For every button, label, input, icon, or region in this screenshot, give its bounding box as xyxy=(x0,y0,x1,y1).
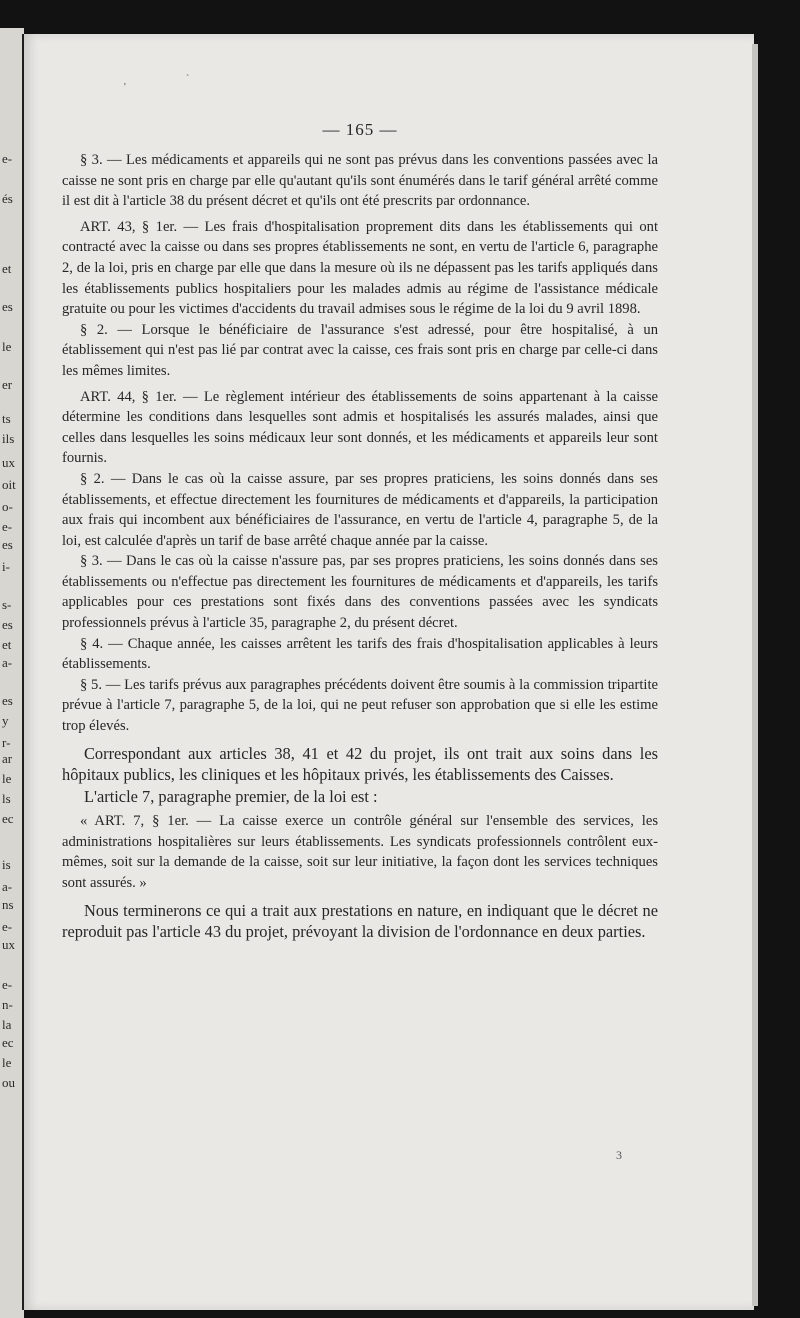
previous-page-text-fragment: et xyxy=(2,637,12,652)
paragraph: ART. 44, § 1er. — Le règlement intérieur des établissements de soins appartenant à la caisse détermine les conditions dans lesquelles sont admis et hospitalisés les assurés malades, ainsi que celles dans lesquelles les soins médicaux leur sont donnés, et les médicaments et appareils leur sont fournis. xyxy=(62,388,658,467)
previous-page-text-fragment: ns xyxy=(2,897,14,912)
previous-page-text-fragment: y xyxy=(2,713,9,728)
previous-page-text-fragment: es xyxy=(2,617,13,632)
previous-page-text-fragment: és xyxy=(2,191,13,206)
signature-mark: 3 xyxy=(616,1148,622,1162)
commentary-text xyxy=(62,743,658,943)
paragraph: § 2. — Lorsque le bénéficiaire de l'assurance s'est adressé, pour être hospitalisé, à un établissement qui n'est pas lié par contrat avec la caisse, ces frais sont pris en charge par celle-ci dans les mêmes limites. xyxy=(62,321,658,379)
previous-page-text-fragment: is xyxy=(2,857,11,872)
previous-page-text-fragment: ls xyxy=(2,791,11,806)
paragraph: § 5. — Les tarifs prévus aux paragraphes précédents doivent être soumis à la commission tripartite prévue à l'article 7, paragraphe 5, de la loi, qui ne peut refuser son approbation que si elle les estime trop élevés. xyxy=(62,676,658,735)
previous-page-text-fragment: et xyxy=(2,261,12,276)
previous-page-text-fragment: es xyxy=(2,537,13,552)
previous-page-text-fragment: e- xyxy=(2,519,13,534)
previous-page-text-fragment: ux xyxy=(2,937,15,952)
paragraph: § 2. — Dans le cas où la caisse assure, par ses propres praticiens, les soins donnés dans ses établissements, et effectue directement les fournitures de médicaments et d'appareils, la participation aux frais qui incombent aux bénéficiaires de l'assurance, en vertu de l'article 4, paragraphe 5, de la loi, est calculée d'après un tarif de base arrêté chaque année par la caisse. xyxy=(62,470,658,549)
paragraph: Correspondant aux articles 38, 41 et 42 du projet, ils ont trait aux soins dans les hôpitaux publics, les cliniques et les hôpitaux privés, les établissements des Caisses. xyxy=(62,743,658,785)
previous-page-text-fragment: r- xyxy=(2,735,11,750)
previous-page-text-fragment: a- xyxy=(2,655,13,670)
speck-mark: ' xyxy=(124,82,126,93)
previous-page-text-fragment: ou xyxy=(2,1075,15,1090)
page-edge xyxy=(752,44,758,1306)
book-page xyxy=(22,34,754,1310)
previous-page-text-fragment: ec xyxy=(2,811,14,826)
previous-page-text-fragment: ts xyxy=(2,411,11,426)
decree-text xyxy=(62,150,658,737)
paragraph: § 3. — Les médicaments et appareils qui ne sont pas prévus dans les conventions passées avec la caisse ne sont pris en charge par elle qu'autant qu'ils sont énumérés dans le tarif général arrêté comme il est dit à l'article 38 du présent décret et qu'ils ont été prescrits par ordonnance. xyxy=(62,152,658,210)
previous-page-text-fragment: ec xyxy=(2,1035,14,1050)
paragraph: ART. 43, § 1er. — Les frais d'hospitalisation proprement dits dans les établissements qui ont contracté avec la caisse ou dans ses propres établissements ne sont, en vertu de l'article 6, paragraphe 2, de la loi, pris en charge par elle que dans la mesure où ils ne dépassent pas les tarifs appliqués dans les établissements publics hospitaliers pour les malades admis au régime de l'assistance médicale gratuite ou pour les victimes d'accidents du travail admises sous le régime de la loi du 9 avril 1898. xyxy=(62,218,658,318)
previous-page-text-fragment: e- xyxy=(2,977,13,992)
previous-page-text-fragment: ux xyxy=(2,455,15,470)
paragraph: Nous terminerons ce qui a trait aux prestations en nature, en indiquant que le décret ne reproduit pas l'article 43 du projet, prévoyant la division de l'ordonnance en deux parties. xyxy=(62,900,658,941)
previous-page-edge xyxy=(0,28,24,1318)
previous-page-text-fragment: e- xyxy=(2,919,13,934)
paragraph: § 4. — Chaque année, les caisses arrêtent les tarifs des frais d'hospitalisation applicables à leurs établissements. xyxy=(62,635,658,673)
previous-page-text-fragment: i- xyxy=(2,559,10,574)
quoted-article: « ART. 7, § 1er. — La caisse exerce un contrôle général sur l'ensemble des services, les administrations hospitalières sur leurs établissements. Les syndicats professionnels contrôlent eux-mêmes, soit sur la demande de la caisse, soit sur leur initiative, la façon dont les services techniques sont assurés. » xyxy=(62,813,658,891)
previous-page-text-fragment: ar xyxy=(2,751,13,766)
previous-page-text-fragment: es xyxy=(2,693,13,708)
previous-page-text-fragment: es xyxy=(2,299,13,314)
previous-page-text-fragment: le xyxy=(2,771,12,786)
previous-page-text-fragment: ils xyxy=(2,431,15,446)
paragraph: L'article 7, paragraphe premier, de la loi est : xyxy=(84,786,378,806)
previous-page-text-fragment: a- xyxy=(2,879,13,894)
previous-page-text-fragment: er xyxy=(2,377,13,392)
previous-page-text-fragment: s- xyxy=(2,597,12,612)
previous-page-text-fragment: le xyxy=(2,339,12,354)
paragraph: § 3. — Dans le cas où la caisse n'assure pas, par ses propres praticiens, les soins donnés dans ses établissements ou n'effectue pas directement les fournitures de médicaments et d'appareils, les tarifs applicables pour ces prestations sont fixés dans des conventions passées avec les syndicats professionnels prévus à l'article 35, paragraphe 2, du présent décret. xyxy=(62,553,658,632)
previous-page-text-fragment: e- xyxy=(2,151,13,166)
previous-page-text-fragment: o- xyxy=(2,499,13,514)
previous-page-text-fragment: le xyxy=(2,1055,12,1070)
previous-page-text-fragment: la xyxy=(2,1017,12,1032)
page-number: — 165 — xyxy=(322,120,398,139)
previous-page-text-fragment: n- xyxy=(2,997,13,1012)
page-content xyxy=(62,120,658,943)
speck-mark: ` xyxy=(186,74,190,85)
previous-page-text-fragment: oit xyxy=(2,477,16,492)
